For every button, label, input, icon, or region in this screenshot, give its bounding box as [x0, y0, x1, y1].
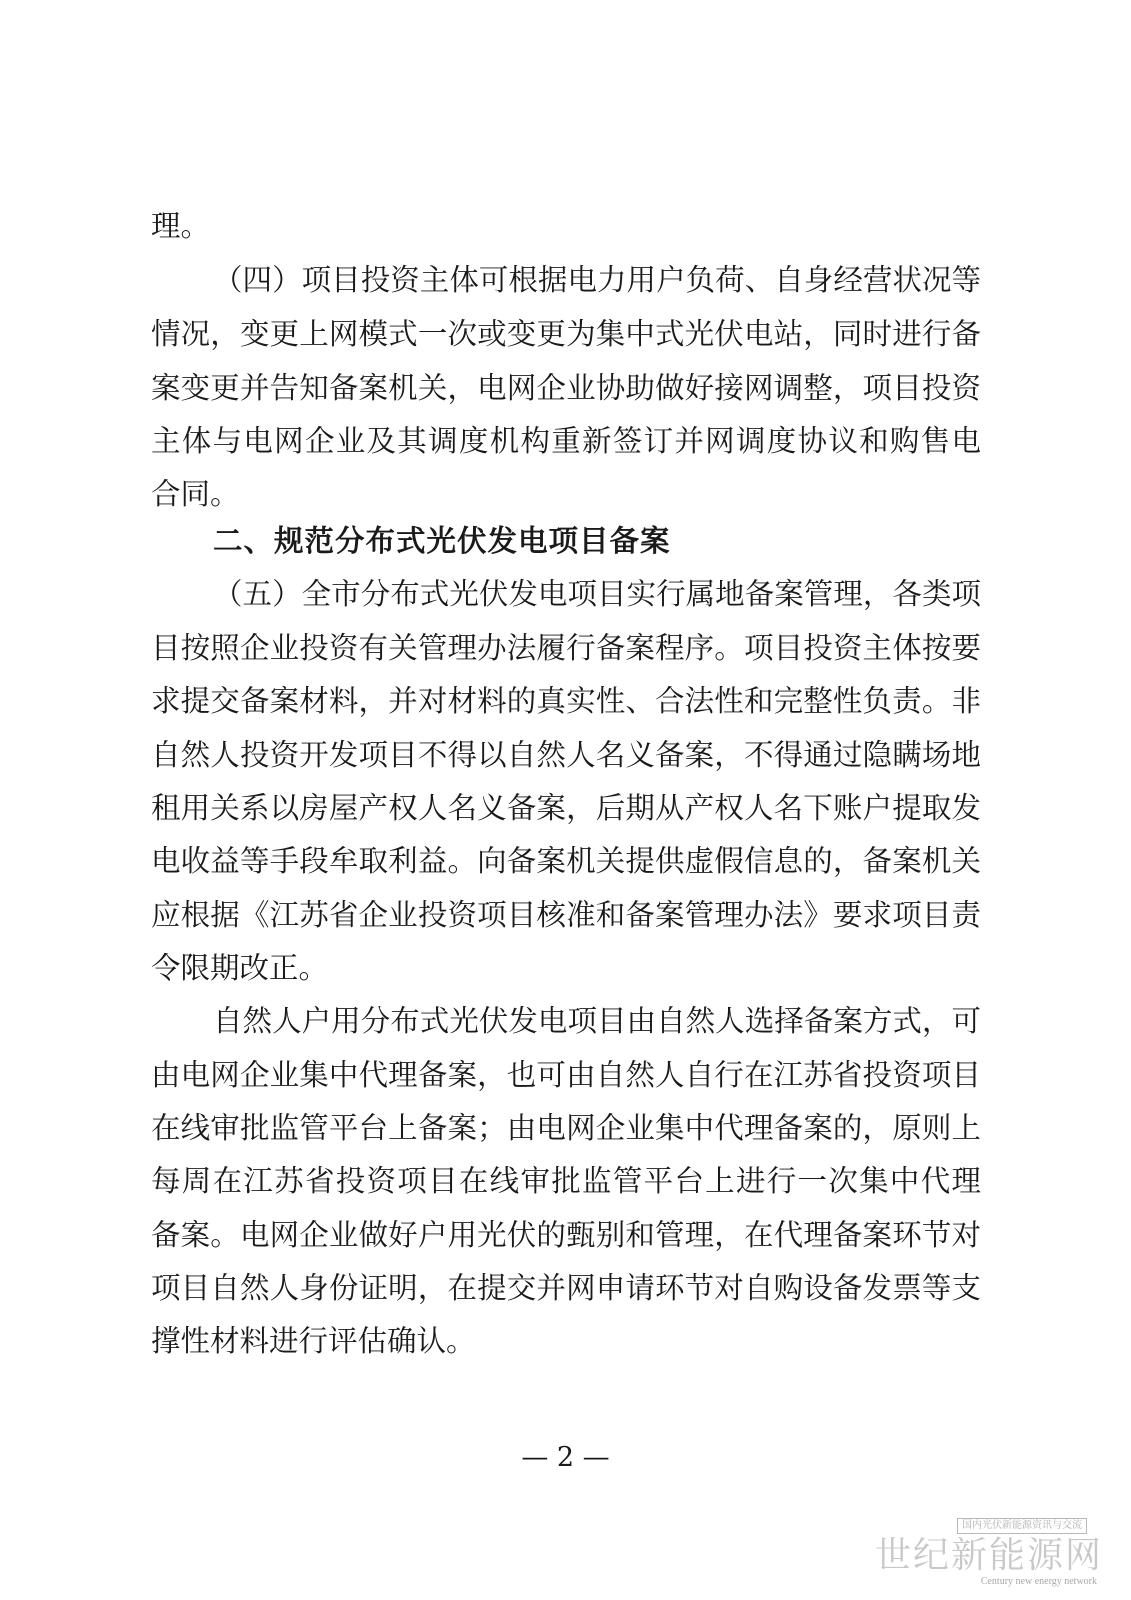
watermark-title: 世纪新能源网	[874, 1535, 1103, 1576]
page-number: — 2 —	[521, 1442, 610, 1473]
paragraph-line: （四）项目投资主体可根据电力用户负荷、自身经营状况等	[213, 263, 981, 297]
paragraph-line: 合同。	[151, 477, 240, 511]
paragraph-line: 自然人户用分布式光伏发电项目由自然人选择备案方式，可	[213, 1004, 981, 1038]
paragraph-line: 由电网企业集中代理备案，也可由自然人自行在江苏省投资项目	[151, 1058, 981, 1092]
paragraph-line: 情况，变更上网模式一次或变更为集中式光伏电站，同时进行备	[151, 317, 981, 351]
paragraph-line: 求提交备案材料，并对材料的真实性、合法性和完整性负责。非	[151, 684, 981, 718]
section-heading: 二、规范分布式光伏发电项目备案	[213, 524, 671, 558]
paragraph-line: 租用关系以房屋产权人名义备案，后期从产权人名下账户提取发	[151, 791, 981, 825]
paragraph-line: （五）全市分布式光伏发电项目实行属地备案管理，各类项	[213, 577, 981, 611]
paragraph-line: 目按照企业投资有关管理办法履行备案程序。项目投资主体按要	[151, 631, 981, 665]
watermark-tagline: 国内光伏新能源资讯与交流	[957, 1518, 1087, 1534]
paragraph-line: 在线审批监管平台上备案；由电网企业集中代理备案的，原则上	[151, 1111, 981, 1145]
paragraph-line: 备案。电网企业做好户用光伏的甄别和管理，在代理备案环节对	[151, 1218, 981, 1252]
watermark-subtitle: Century new energy network	[980, 1576, 1097, 1587]
watermark-logo	[874, 1518, 1103, 1588]
paragraph-line: 主体与电网企业及其调度机构重新签订并网调度协议和购售电	[151, 424, 981, 458]
paragraph-line: 项目自然人身份证明，在提交并网申请环节对自购设备发票等支	[151, 1271, 981, 1305]
paragraph-line: 电收益等手段牟取利益。向备案机关提供虚假信息的，备案机关	[151, 844, 981, 878]
paragraph-line: 理。	[151, 209, 211, 243]
paragraph-line: 自然人投资开发项目不得以自然人名义备案，不得通过隐瞒场地	[151, 738, 981, 772]
paragraph-line: 案变更并告知备案机关，电网企业协助做好接网调整，项目投资	[151, 371, 981, 405]
paragraph-line: 应根据《江苏省企业投资项目核准和备案管理办法》要求项目责	[151, 898, 981, 932]
paragraph-line: 撑性材料进行评估确认。	[151, 1324, 476, 1358]
paragraph-line: 每周在江苏省投资项目在线审批监管平台上进行一次集中代理	[151, 1164, 981, 1198]
paragraph-line: 令限期改正。	[151, 951, 329, 985]
